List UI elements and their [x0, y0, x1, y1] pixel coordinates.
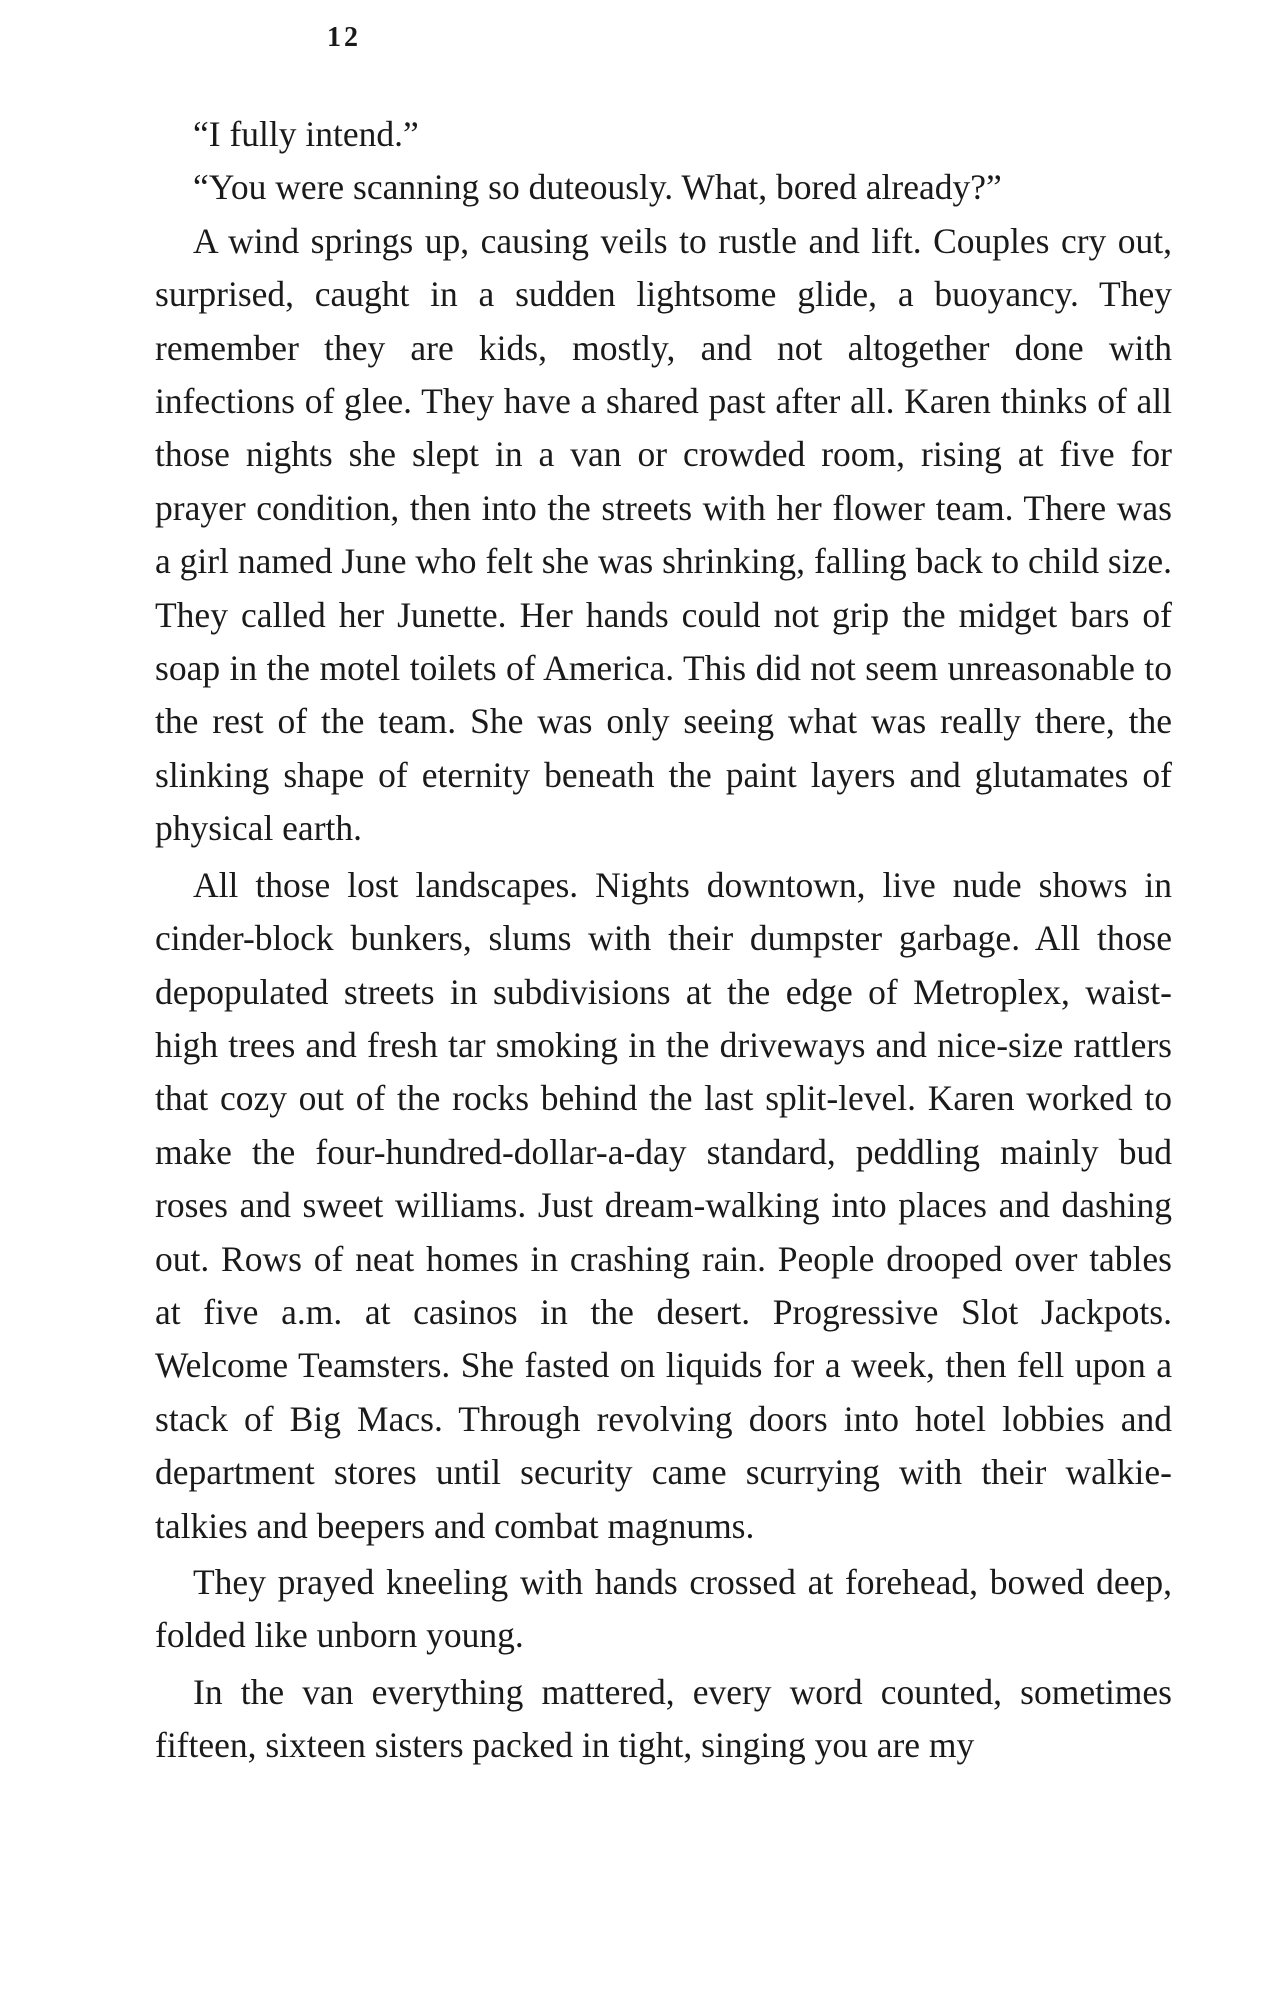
- paragraph-2: “You were scanning so duteously. What, bored already?”: [193, 167, 1002, 208]
- paragraph-3: A wind springs up, causing veils to rustle and lift. Couples cry out, surprised, caught in a sudden lightsome glide, a buoyancy. They remember they are kids, mostly, and not altogether done with infections of glee. They have a shared past after all. Karen thinks of all those nights she slept in a van or crowded room, rising at five for prayer condition, then into the streets with her flower team. There was a girl named June who felt she was shrinking, falling back to child size. They called her Junette. Her hands could not grip the midget bars of soap in the motel toilets of America. This did not seem unreasonable to the rest of the team. She was only seeing what was really there, the slinking shape of eternity beneath the paint layers and glutamates of physical earth.: [155, 220, 1172, 849]
- paragraph-6: In the van everything mattered, every word counted, sometimes fifteen, sixteen sisters packed in tight, singing you are my: [155, 1671, 1172, 1766]
- paragraph-5: They prayed kneeling with hands crossed at forehead, bowed deep, folded like unborn young.: [155, 1561, 1172, 1656]
- paragraph-4: All those lost landscapes. Nights downtown, live nude shows in cinder-block bunkers, slums with their dumpster garbage. All those depopulated streets in subdivisions at the edge of Metroplex, waist-high trees and fresh tar smoking in the driveways and nice-size rattlers that cozy out of the rocks behind the last split-level. Karen worked to make the four-hundred-dollar-a-day standard, peddling mainly bud roses and sweet williams. Just dream-walking into places and dashing out. Rows of neat homes in crashing rain. People drooped over tables at five a.m. at casinos in the desert. Progressive Slot Jackpots. Welcome Teamsters. She fasted on liquids for a week, then fell upon a stack of Big Macs. Through revolving doors into hotel lobbies and department stores until security came scurrying with their walkie-talkies and beepers and combat magnums.: [155, 864, 1172, 1546]
- paragraph-1: “I fully intend.”: [193, 114, 419, 154]
- body-text: [155, 108, 1172, 1773]
- page-number: 12: [327, 22, 361, 53]
